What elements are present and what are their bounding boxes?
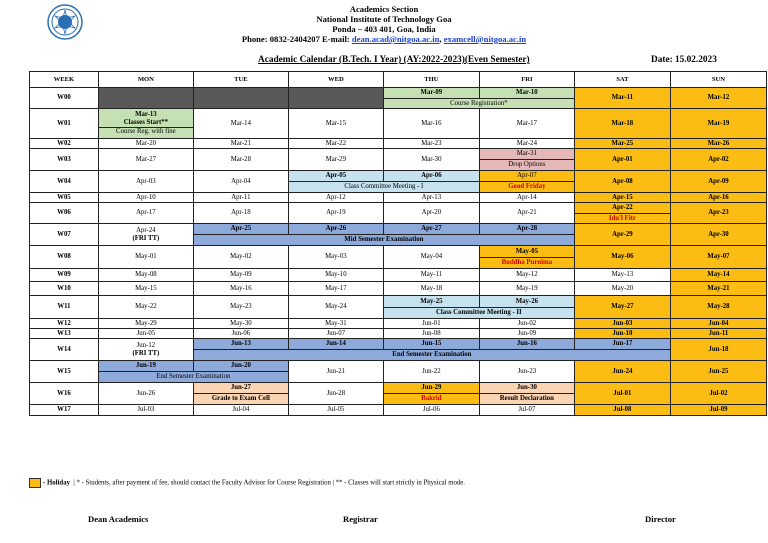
cell-date: May-30 xyxy=(193,319,288,329)
table-row xyxy=(30,329,767,339)
section-name: Academics Section xyxy=(349,4,419,14)
cell-date: Jun-08 xyxy=(383,329,479,339)
fri-tt-note: (FRI TT) xyxy=(132,234,160,242)
table-row xyxy=(30,383,767,394)
week-label: W06 xyxy=(30,203,99,224)
holiday-cell: Jun-25 xyxy=(670,361,766,383)
col-wed: WED xyxy=(288,72,383,88)
cell-date: Jul-05 xyxy=(288,405,383,416)
table-row xyxy=(30,88,767,99)
cell-date: May-31 xyxy=(288,319,383,329)
col-week: WEEK xyxy=(30,72,99,88)
cell-date: Jul-04 xyxy=(193,405,288,416)
cell-date: May-17 xyxy=(288,282,383,296)
cell-date: May-15 xyxy=(98,282,193,296)
cell-date: Mar-28 xyxy=(193,149,288,171)
week-label: W08 xyxy=(30,246,99,269)
class-committee-meeting-event: Class Committee Meeting - I xyxy=(288,182,479,193)
academic-calendar-table xyxy=(29,71,767,416)
cell-date: Jun-26 xyxy=(98,383,193,405)
holiday-cell: Jul-09 xyxy=(670,405,766,416)
cell-date: Apr-12 xyxy=(288,193,383,203)
cell-date: Apr-06 xyxy=(383,171,479,182)
holiday-swatch xyxy=(29,478,41,488)
cell-blank xyxy=(288,88,383,109)
table-row xyxy=(30,171,767,182)
phone-text: Phone: 0832-2404207 E-mail: xyxy=(241,34,350,44)
buddha-purnima-event: Buddha Purnima xyxy=(479,258,574,269)
holiday-cell: Apr-16 xyxy=(670,193,766,203)
holiday-cell: Apr-23 xyxy=(670,203,766,224)
table-row xyxy=(30,139,767,149)
cell-date: Mar-20 xyxy=(98,139,193,149)
cell-date: Jun-28 xyxy=(288,383,383,405)
cell-date: Mar-22 xyxy=(288,139,383,149)
week-label: W03 xyxy=(30,149,99,171)
cell-date: Mar-30 xyxy=(383,149,479,171)
holiday-cell: Apr-01 xyxy=(574,149,670,171)
holiday-cell: Apr-22 xyxy=(574,203,670,214)
cell-date: Jun-17 xyxy=(574,339,670,350)
week-label: W12 xyxy=(30,319,99,329)
holiday-legend-label: - Holiday xyxy=(43,479,71,487)
table-row xyxy=(30,203,767,214)
holiday-cell: Jun-10 xyxy=(574,329,670,339)
cell-date: Jul-07 xyxy=(479,405,574,416)
holiday-cell: Mar-25 xyxy=(574,139,670,149)
cell-date: Apr-10 xyxy=(98,193,193,203)
institute-address: Ponda – 403 401, Goa, India xyxy=(332,24,436,34)
cell-date: Jun-16 xyxy=(479,339,574,350)
email-link-dean[interactable]: dean.acad@nitgoa.ac.in xyxy=(351,34,440,44)
holiday-cell: Apr-07 xyxy=(479,171,574,182)
table-row xyxy=(30,109,767,139)
cell-date: Mar-16 xyxy=(383,109,479,139)
week-label: W07 xyxy=(30,224,99,246)
cell-blank xyxy=(98,88,193,109)
holiday-cell: Jun-29 xyxy=(383,383,479,394)
cell-date: Apr-28 xyxy=(479,224,574,235)
cell-date: Jun-27 xyxy=(193,383,288,394)
cell-date: May-02 xyxy=(193,246,288,269)
cell-date: Mar-15 xyxy=(288,109,383,139)
week-label: W16 xyxy=(30,383,99,405)
mid-semester-exam-event: Mid Semester Examination xyxy=(193,235,574,246)
week-label: W09 xyxy=(30,269,99,282)
holiday-cell: Apr-29 xyxy=(574,224,670,246)
cell-date: Jul-03 xyxy=(98,405,193,416)
cell-date: Jun-30 xyxy=(479,383,574,394)
cell-date: May-23 xyxy=(193,296,288,319)
cell-date: May-24 xyxy=(288,296,383,319)
end-semester-exam-event: End Semester Examination xyxy=(193,350,670,361)
holiday-cell: Jun-03 xyxy=(574,319,670,329)
calendar-date: Date: 15.02.2023 xyxy=(651,55,717,65)
cell-date: Apr-05 xyxy=(288,171,383,182)
cell-date: Apr-13 xyxy=(383,193,479,203)
cell-date: Jun-07 xyxy=(288,329,383,339)
signature-dean: Dean Academics xyxy=(88,514,149,524)
week-label: W10 xyxy=(30,282,99,296)
table-header-row xyxy=(30,72,767,88)
cell-date: Apr-27 xyxy=(383,224,479,235)
result-declaration-event: Result Declaration xyxy=(479,394,574,405)
cell-date: Jun-06 xyxy=(193,329,288,339)
legend-note: | * - Students, after payment of fee, should contact the Faculty Advisor for Course Registration | ** - Classes will start strictly in Physical mode. xyxy=(73,479,466,487)
email-separator: , xyxy=(439,34,442,44)
table-row xyxy=(30,282,767,296)
cell-date: Apr-18 xyxy=(193,203,288,224)
signature-registrar: Registrar xyxy=(343,514,378,524)
table-row xyxy=(30,339,767,350)
holiday-cell: Mar-19 xyxy=(670,109,766,139)
cell-blank xyxy=(193,88,288,109)
cell-date: May-22 xyxy=(98,296,193,319)
col-fri: FRI xyxy=(479,72,574,88)
holiday-cell: Apr-30 xyxy=(670,224,766,246)
fri-tt-cell xyxy=(98,339,193,361)
holiday-cell: May-06 xyxy=(574,246,670,269)
class-committee-meeting-event: Class Committee Meeting - II xyxy=(383,308,574,319)
table-row xyxy=(30,296,767,308)
holiday-cell: Apr-08 xyxy=(574,171,670,193)
cell-date: May-19 xyxy=(479,282,574,296)
cell-date: May-25 xyxy=(383,296,479,308)
cell-date: Apr-20 xyxy=(383,203,479,224)
calendar-title: Academic Calendar (B.Tech. I Year) (AY:2022-2023)(Even Semester) xyxy=(258,55,530,65)
week-label: W14 xyxy=(30,339,99,361)
grade-to-exam-cell-event: Grade to Exam Cell xyxy=(193,394,288,405)
holiday-cell: May-28 xyxy=(670,296,766,319)
cell-date: Jun-05 xyxy=(98,329,193,339)
holiday-cell: Jun-04 xyxy=(670,319,766,329)
fri-tt-note: (FRI TT) xyxy=(132,349,160,357)
col-thu: THU xyxy=(383,72,479,88)
cell-date: May-13 xyxy=(574,269,670,282)
cell-date: May-29 xyxy=(98,319,193,329)
cell-date: Apr-14 xyxy=(479,193,574,203)
cell-date: Apr-24 xyxy=(136,226,156,234)
cell-date: Apr-26 xyxy=(288,224,383,235)
cell-date: May-08 xyxy=(98,269,193,282)
cell-date: Jun-15 xyxy=(383,339,479,350)
course-registration-event: Course Registration* xyxy=(383,99,574,109)
cell-date: Apr-25 xyxy=(193,224,288,235)
institute-name: National Institute of Technology Goa xyxy=(316,14,452,24)
week-label: W00 xyxy=(30,88,99,109)
cell-date: Jun-23 xyxy=(479,361,574,383)
cell-date: Apr-11 xyxy=(193,193,288,203)
signature-director: Director xyxy=(645,514,676,524)
cell-date: May-11 xyxy=(383,269,479,282)
cell-date: Jun-09 xyxy=(479,329,574,339)
cell-date: Jun-02 xyxy=(479,319,574,329)
cell-date: Jun-01 xyxy=(383,319,479,329)
cell-date: Apr-04 xyxy=(193,171,288,193)
cell-date: Apr-03 xyxy=(98,171,193,193)
cell-date: Mar-17 xyxy=(479,109,574,139)
holiday-cell: Mar-11 xyxy=(574,88,670,109)
col-mon: MON xyxy=(98,72,193,88)
holiday-cell: Jul-08 xyxy=(574,405,670,416)
cell-date: May-04 xyxy=(383,246,479,269)
contact-line xyxy=(0,34,768,44)
bakrid-event: Bakrid xyxy=(383,394,479,405)
holiday-cell: May-27 xyxy=(574,296,670,319)
col-sat: SAT xyxy=(574,72,670,88)
col-sun: SUN xyxy=(670,72,766,88)
cell-date: Apr-21 xyxy=(479,203,574,224)
table-row xyxy=(30,224,767,235)
cell-date: Jun-13 xyxy=(193,339,288,350)
table-row xyxy=(30,405,767,416)
table-row xyxy=(30,193,767,203)
cell-date: Mar-24 xyxy=(479,139,574,149)
cell-date: Mar-31 xyxy=(479,149,574,160)
cell-date: May-20 xyxy=(574,282,670,296)
table-row xyxy=(30,319,767,329)
cell-date: Jun-12 xyxy=(136,341,156,349)
cell-date: Jun-20 xyxy=(193,361,288,372)
cell-date: May-16 xyxy=(193,282,288,296)
cell-date: Jun-14 xyxy=(288,339,383,350)
classes-start-label: Classes Start** xyxy=(99,119,193,128)
cell-date: May-03 xyxy=(288,246,383,269)
idul-fitr-event: Idu'l Fitr xyxy=(574,214,670,224)
legend xyxy=(29,478,465,488)
holiday-cell: Apr-15 xyxy=(574,193,670,203)
holiday-cell: May-07 xyxy=(670,246,766,269)
cell-date: May-18 xyxy=(383,282,479,296)
cell-date: May-26 xyxy=(479,296,574,308)
cell-date: Jun-19 xyxy=(98,361,193,372)
cell-date: May-09 xyxy=(193,269,288,282)
cell-date: Mar-21 xyxy=(193,139,288,149)
holiday-cell: Jun-11 xyxy=(670,329,766,339)
holiday-cell: May-21 xyxy=(670,282,766,296)
holiday-cell: May-14 xyxy=(670,269,766,282)
table-row xyxy=(30,149,767,160)
table-row xyxy=(30,246,767,258)
holiday-cell: May-05 xyxy=(479,246,574,258)
week-label: W17 xyxy=(30,405,99,416)
week-label: W04 xyxy=(30,171,99,193)
holiday-cell: Jul-02 xyxy=(670,383,766,405)
week-label: W13 xyxy=(30,329,99,339)
holiday-cell: Apr-02 xyxy=(670,149,766,171)
cell-date: Mar-09 xyxy=(383,88,479,99)
cell-date: May-12 xyxy=(479,269,574,282)
table-row xyxy=(30,361,767,372)
cell-date: Apr-17 xyxy=(98,203,193,224)
week-label: W02 xyxy=(30,139,99,149)
holiday-cell: Mar-12 xyxy=(670,88,766,109)
cell-date: Mar-13 xyxy=(135,111,157,118)
course-reg-fine-label: Course Reg. with fine xyxy=(116,128,176,135)
holiday-cell: Jun-18 xyxy=(670,339,766,361)
table-row xyxy=(30,269,767,282)
week-label: W11 xyxy=(30,296,99,319)
classes-start-cell xyxy=(98,109,193,139)
cell-date: Mar-27 xyxy=(98,149,193,171)
cell-date: Mar-29 xyxy=(288,149,383,171)
holiday-cell: Mar-18 xyxy=(574,109,670,139)
cell-date: Mar-23 xyxy=(383,139,479,149)
holiday-cell: Apr-09 xyxy=(670,171,766,193)
week-label: W15 xyxy=(30,361,99,383)
email-link-examcell[interactable]: examcell@nitgoa.ac.in xyxy=(443,34,527,44)
cell-date: May-10 xyxy=(288,269,383,282)
cell-date: Apr-19 xyxy=(288,203,383,224)
cell-date: May-01 xyxy=(98,246,193,269)
fri-tt-cell xyxy=(98,224,193,246)
week-label: W01 xyxy=(30,109,99,139)
end-semester-exam-event: End Semester Examination xyxy=(98,372,288,383)
cell-date: Mar-14 xyxy=(193,109,288,139)
cell-date: Jun-22 xyxy=(383,361,479,383)
holiday-cell: Jun-24 xyxy=(574,361,670,383)
holiday-cell: Jul-01 xyxy=(574,383,670,405)
cell-date: Jun-21 xyxy=(288,361,383,383)
cell-date: Jul-06 xyxy=(383,405,479,416)
cell-date: Mar-10 xyxy=(479,88,574,99)
good-friday-event: Good Friday xyxy=(479,182,574,193)
col-tue: TUE xyxy=(193,72,288,88)
holiday-cell: Mar-26 xyxy=(670,139,766,149)
week-label: W05 xyxy=(30,193,99,203)
drop-options-event: Drop Options xyxy=(479,160,574,171)
